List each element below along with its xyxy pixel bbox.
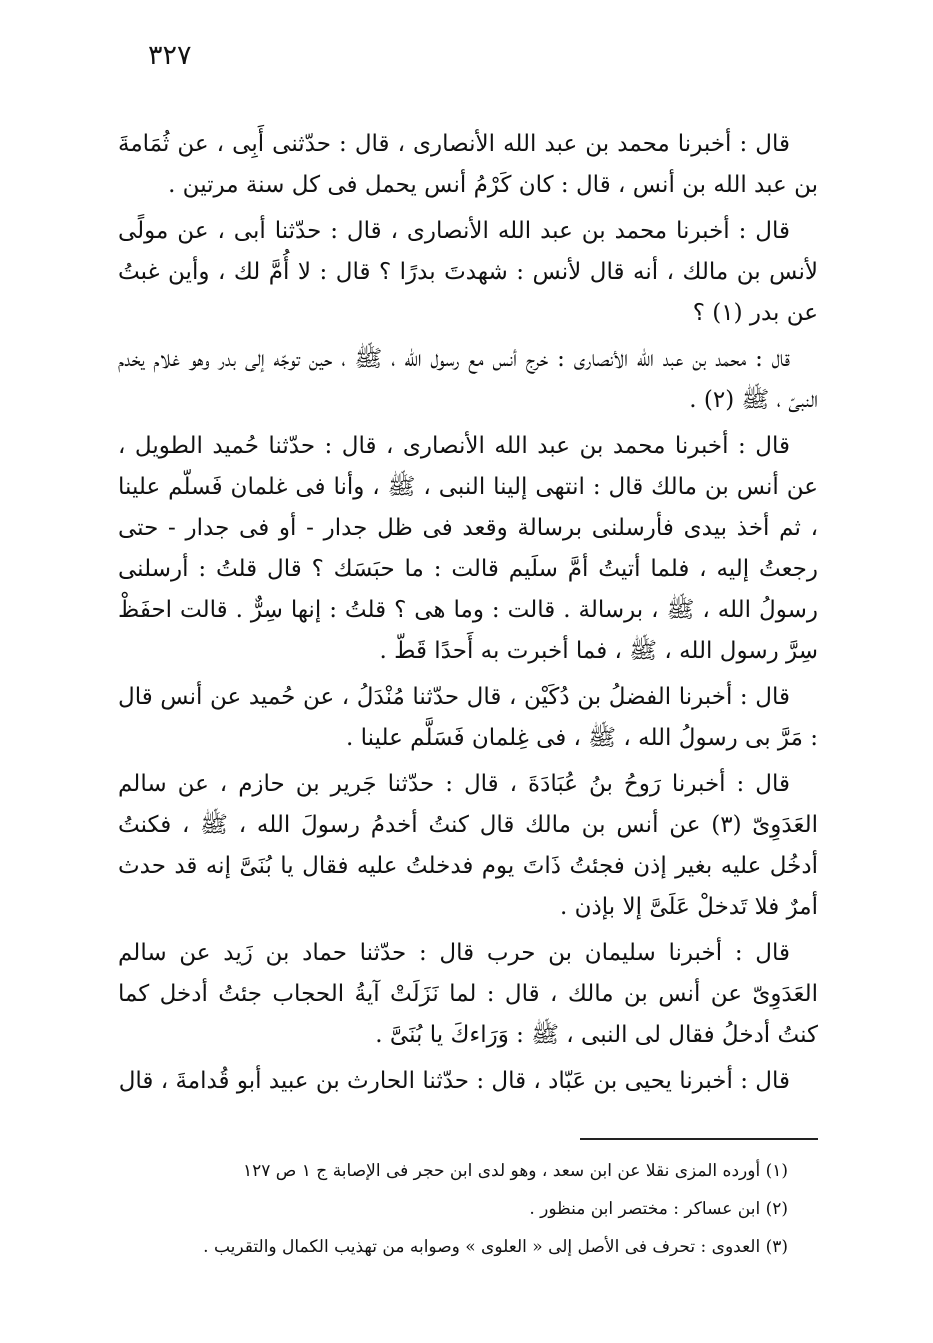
paragraph-7: قال : أخبرنا سليمان بن حرب قال : حدّثنا حماد بن زَيد عن سالم العَدَوِىّ عن أنس بن مالك ، قال : لما نَزَلَتْ آيةُ الحجاب جئتُ أدخل كما كنتُ أدخلُ فقال لى النبى ، ﷺ : وَرَاءكَ يا بُنَىَّ . — [118, 940, 818, 1048]
footnote-2: (٢) ابن عساكر : مختصر ابن منظور . — [529, 1199, 788, 1219]
paragraph-5: قال : أخبرنا الفضلُ بن دُكَيْن ، قال حدّثنا مُنْدَلُ ، عن حُميد عن أنس قال : مَرَّ بى رسولُ الله ، ﷺ ، فى غِلمان فَسَلَّم علينا . — [118, 684, 818, 751]
footnotes — [118, 1152, 788, 1266]
paragraph-2: قال : أخبرنا محمد بن عبد الله الأنصارى ، قال : حدّثنا أبى ، عن مولًى لأنس بن مالك ، أنه قال لأنس : شهدتَ بدرًا ؟ قال : لا أُمَّ لك ، وأين غبتُ عن بدر (١) ؟ — [118, 218, 818, 326]
page-number: ٣٢٧ — [148, 40, 192, 71]
paragraph-1: قال : أخبرنا محمد بن عبد الله الأنصارى ، قال : حدّثنى أَبِى ، عن ثُمَامةَ بن عبد الله بن أنس ، قال : كان كَرْمُ أنس يحمل فى كل سنة مرتين . — [118, 131, 818, 198]
paragraph-6: قال : أخبرنا رَوحُ بنُ عُبَادَةَ ، قال : حدّثنا جَرير بن حازم ، عن سالم العَدَوِىّ (٣) عن أنس بن مالك قال كنتُ أخدمُ رسولَ الله ، ﷺ ، فكنتُ أدخُل عليه بغير إذن فجئتُ ذَاتَ يوم فدخلتُ عليه فقال يا بُنَىَّ إنه قد حدث أمرٌ فلا تَدخلْ عَلَىَّ إلا بإذن . — [118, 771, 818, 920]
paragraph-3: قال : محمد بن عبد الله الأنصارى : خرج أنس مع رسول الله ، ﷺ ، حين توجّه إلى بدر وهو غلام يخدم النبىّ ، ﷺ (٢) . — [118, 346, 818, 413]
paragraph-4: قال : أخبرنا محمد بن عبد الله الأنصارى ، قال : حدّثنا حُميد الطويل ، عن أنس بن مالك قال : انتهى إلينا النبى ، ﷺ ، وأنا فى غلمان فَسلّم علينا ، ثم أخذ بيدى فأرسلنى برسالة وقعد فى ظل جدار - أو فى جدار - حتى رجعتُ إليه ، فلما أتيتُ أمَّ سلَيم قالت : ما حبَسَك ؟ قال قلتُ : أرسلنى رسولُ الله ، ﷺ ، برسالة . قالت : وما هى ؟ قلتُ : إنها سِرٌّ . قالت احفَظْ سِرَّ رسول الله ، ﷺ ، فما أخبرت به أَحدًا قَطّ . — [118, 433, 818, 664]
footnote-divider — [580, 1138, 818, 1140]
paragraph-8: قال : أخبرنا يحيى بن عَبّاد ، قال : حدّثنا الحارث بن عبيد أبو قُدامةَ ، قال — [118, 1068, 790, 1094]
footnote-1: (١) أورده المزى نقلا عن ابن سعد ، وهو لدى ابن حجر فى الإصابة ج ١ ص ١٢٧ — [242, 1161, 788, 1181]
footnote-3: (٣) العدوى : تحرف فى الأصل إلى « العلوى » وصوابه من تهذيب الكمال والتقريب . — [203, 1237, 788, 1257]
main-text — [118, 124, 818, 1107]
